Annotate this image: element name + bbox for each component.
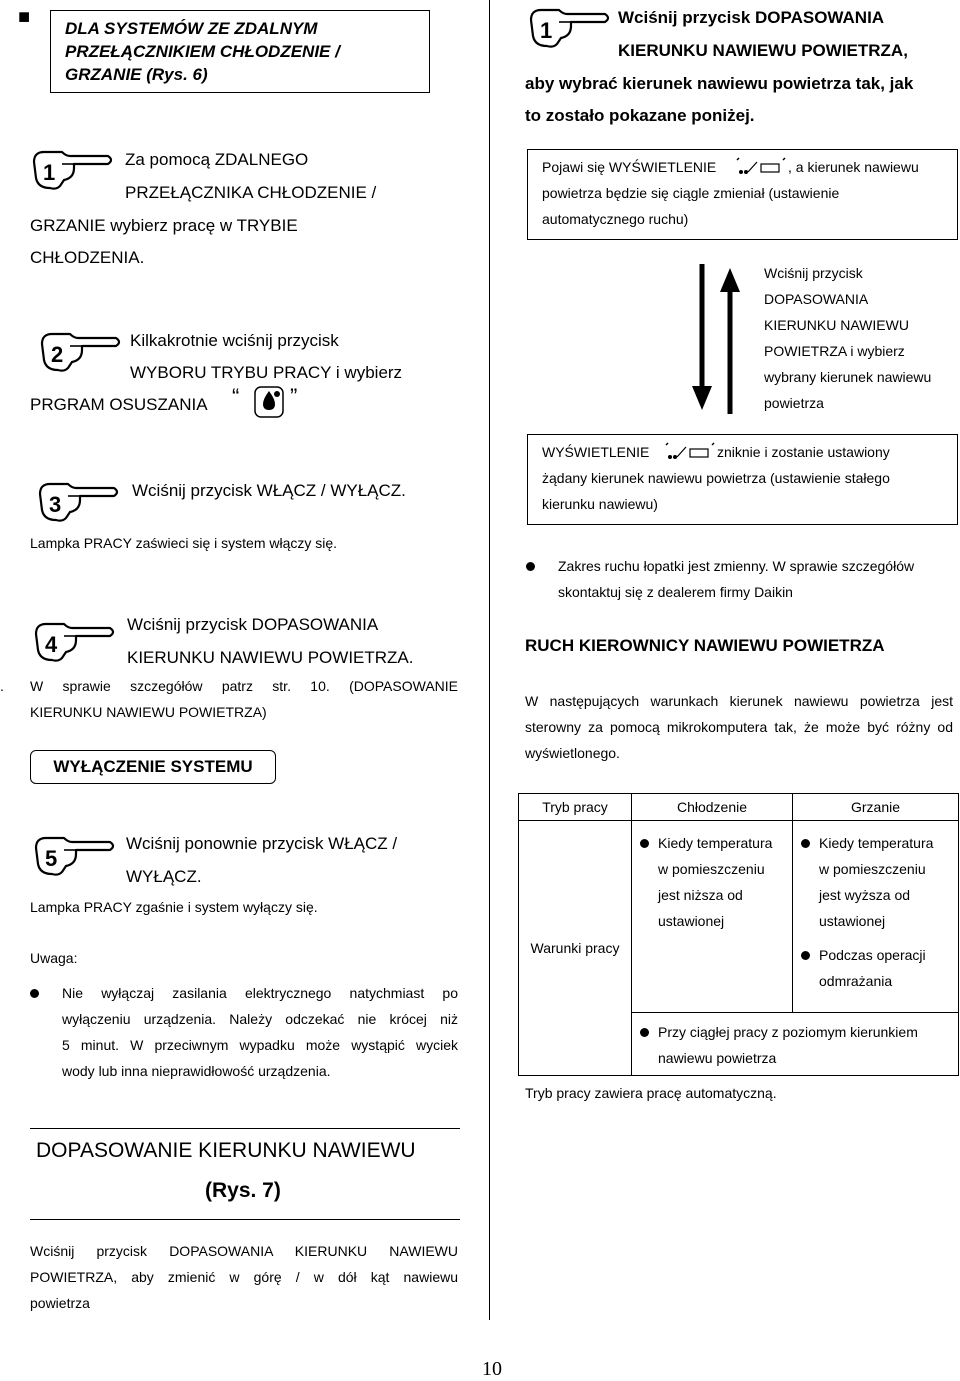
airflow-heading-line1: DOPASOWANIE KIERUNKU NAWIEWU (36, 1139, 416, 1162)
section-title-line3: GRZANIE (Rys. 6) (65, 65, 208, 84)
defrost-condition (793, 942, 958, 994)
left-step1-line3: GRZANIE wybierz pracę w TRYBIE (30, 216, 298, 235)
table-header-mode: Tryb pracy (519, 794, 632, 821)
warning-line3: 5 minut. W przeciwnym wypadku może wystąpić wyciek (62, 1037, 458, 1053)
heating-bullet-icon (801, 839, 810, 848)
cooling-line1: Kiedy temperatura (658, 835, 773, 851)
step-1-hand-icon (30, 148, 116, 194)
dry-mode-icon (254, 386, 284, 418)
step-2-hand-icon (38, 330, 124, 376)
table-row-label-text: Warunki pracy (530, 940, 620, 956)
bullet-note-line2: skontaktuj się z dealerem firmy Daikin (558, 584, 793, 600)
heading-bottom-rule (30, 1219, 460, 1220)
right-step1-line4: to zostało pokazane poniżej. (525, 106, 755, 125)
heading-top-rule (30, 1128, 460, 1129)
step-5-number: 5 (45, 846, 58, 871)
left-step1-line2: PRZEŁĄCZNIKA CHŁODZENIE / (125, 183, 377, 202)
body-line3: powietrza (30, 1295, 90, 1311)
defrost-line2: odmrażania (819, 973, 893, 989)
step-4-hand-icon (32, 620, 118, 666)
defrost-bullet-icon (801, 951, 810, 960)
left-step1-line4: CHŁODZENIA. (30, 248, 145, 267)
left-step2-line1: Kilkakrotnie wciśnij przycisk (130, 331, 339, 350)
section-bullet-icon: ■ (18, 6, 31, 28)
swing-display-icon-2 (664, 441, 716, 463)
bullet-note-line1: Zakres ruchu łopatki jest zmienny. W sprawie szczegółów (558, 558, 915, 574)
footer-note: Tryb pracy zawiera pracę automatyczną. (525, 1085, 777, 1101)
body-line1: Wciśnij przycisk DOPASOWANIA KIERUNKU NAWIEWU (30, 1243, 458, 1259)
arrow-text-line3: KIERUNKU NAWIEWU (764, 317, 909, 333)
table-row-label (519, 821, 632, 1076)
dry-close-quote: ” (290, 384, 298, 409)
right-step-1-number: 1 (540, 18, 553, 43)
right-step1-line2: KIERUNKU NAWIEWU POWIETRZA, (618, 41, 908, 60)
arrow-text-line2: DOPASOWANIA (764, 291, 869, 307)
left-step4-line2: KIERUNKU NAWIEWU POWIETRZA. (127, 648, 414, 667)
both-line1: Przy ciągłej pracy z poziomym kierunkiem (658, 1024, 918, 1040)
left-step2-line3: PRGRAM OSUSZANIA (30, 395, 208, 414)
right-heading: RUCH KIEROWNICY NAWIEWU POWIETRZA (525, 636, 885, 655)
arrow-text-line4: POWIETRZA i wybierz (764, 343, 905, 359)
body-line2: POWIETRZA, aby zmienić w górę / w dół kąt nawiewu (30, 1269, 458, 1285)
table-header-cooling: Chłodzenie (632, 794, 793, 821)
defrost-line1: Podczas operacji (819, 947, 926, 963)
column-divider (489, 0, 490, 1320)
warning-bullet-icon (30, 989, 39, 998)
section-title-box (50, 10, 430, 93)
airflow-heading-line2: (Rys. 7) (205, 1179, 281, 1202)
step-5-hand-icon (32, 834, 118, 880)
display-box1-line3: automatycznego ruchu) (542, 211, 689, 227)
left-step4-line1: Wciśnij przycisk DOPASOWANIA (127, 615, 379, 634)
step-1-number: 1 (43, 160, 56, 185)
table-cell-cooling (632, 821, 793, 1013)
right-step-1-hand-icon (527, 6, 613, 52)
warning-line1: Nie wyłączaj zasilania elektrycznego natychmiast po (62, 985, 458, 1001)
left-step4-note2: KIERUNKU NAWIEWU POWIETRZA) (30, 704, 267, 720)
right-para-line2: sterowny za pomocą mikrokomputera tak, że może być różny od (525, 719, 953, 735)
display-box1-prefix: Pojawi się WYŚWIETLENIE (542, 159, 717, 175)
display-box2-prefix: WYŚWIETLENIE (542, 444, 650, 460)
left-step5-line1: Wciśnij ponownie przycisk WŁĄCZ / (126, 834, 398, 853)
display-box2-suffix: zniknie i zostanie ustawiony (717, 444, 890, 460)
right-step1-line1: Wciśnij przycisk DOPASOWANIA (618, 8, 885, 27)
step-4-number: 4 (45, 632, 58, 657)
left-step4-note1: W sprawie szczegółów patrz str. 10. (DOPASOWANIE (30, 678, 458, 694)
section-title-line1: DLA SYSTEMÓW ZE ZDALNYM (65, 19, 318, 38)
both-bullet-icon (640, 1028, 649, 1037)
warning-line2: wyłączeniu urządzenia. Należy odczekać nie krócej niż (62, 1011, 458, 1027)
right-para-line3: wyświetlonego. (525, 745, 620, 761)
step-2-number: 2 (51, 342, 64, 367)
cooling-bullet-icon (640, 839, 649, 848)
arrow-text-line6: powietrza (764, 395, 824, 411)
heating-line2: w pomieszczeniu (819, 861, 926, 877)
note-bullet-icon (526, 562, 535, 571)
left-step4-dot: . (0, 678, 4, 694)
step-3-number: 3 (49, 492, 62, 517)
table-header-heating: Grzanie (793, 794, 959, 821)
up-down-arrows-icon (690, 264, 746, 414)
section-title-line2: PRZEŁĄCZNIKIEM CHŁODZENIE / (65, 42, 340, 61)
heating-line1: Kiedy temperatura (819, 835, 934, 851)
arrow-text-line1: Wciśnij przycisk (764, 265, 863, 281)
heating-line4: ustawionej (819, 913, 886, 929)
left-step5-line2: WYŁĄCZ. (126, 867, 202, 886)
right-para-line1: W następujących warunkach kierunek nawiewu powietrza jest (525, 693, 953, 709)
warning-line4: wody lub inna nieprawidłowość urządzenia. (62, 1063, 331, 1079)
left-step3-text: Wciśnij przycisk WŁĄCZ / WYŁĄCZ. (132, 481, 406, 500)
operation-mode-table (518, 793, 959, 1076)
left-step1-line1: Za pomocą ZDALNEGO (125, 150, 309, 169)
left-step2-line2: WYBORU TRYBU PRACY i wybierz (130, 363, 403, 382)
dry-open-quote: “ (232, 384, 240, 409)
cooling-line4: ustawionej (658, 913, 725, 929)
table-cell-both (632, 1013, 959, 1076)
horizontal-condition (632, 1019, 958, 1071)
heating-condition (793, 830, 958, 934)
left-step3-note: Lampka PRACY zaświeci się i system włączy się. (30, 535, 338, 551)
left-step5-note: Lampka PRACY zgaśnie i system wyłączy się. (30, 899, 318, 915)
swing-display-icon (735, 156, 787, 178)
display-box1-suffix: , a kierunek nawiewu (788, 159, 919, 175)
display-box2-line3: kierunku nawiewu) (542, 496, 658, 512)
heating-line3: jest wyższa od (819, 887, 911, 903)
cooling-condition (632, 830, 792, 934)
warning-label: Uwaga: (30, 950, 78, 966)
display-box1-line2: powietrza będzie się ciągle zmieniał (ustawienie (542, 185, 840, 201)
arrow-text-line5: wybrany kierunek nawiewu (764, 369, 932, 385)
table-cell-heating (793, 821, 959, 1013)
shutdown-system-box: WYŁĄCZENIE SYSTEMU (30, 750, 276, 784)
cooling-line3: jest niższa od (658, 887, 743, 903)
display-box2-line2: żądany kierunek nawiewu powietrza (ustawienie stałego (542, 470, 890, 486)
both-line2: nawiewu powietrza (658, 1050, 777, 1066)
cooling-line2: w pomieszczeniu (658, 861, 765, 877)
page-number: 10 (482, 1358, 502, 1380)
right-step1-line3: aby wybrać kierunek nawiewu powietrza tak, jak (525, 74, 914, 93)
step-3-hand-icon (36, 480, 122, 526)
